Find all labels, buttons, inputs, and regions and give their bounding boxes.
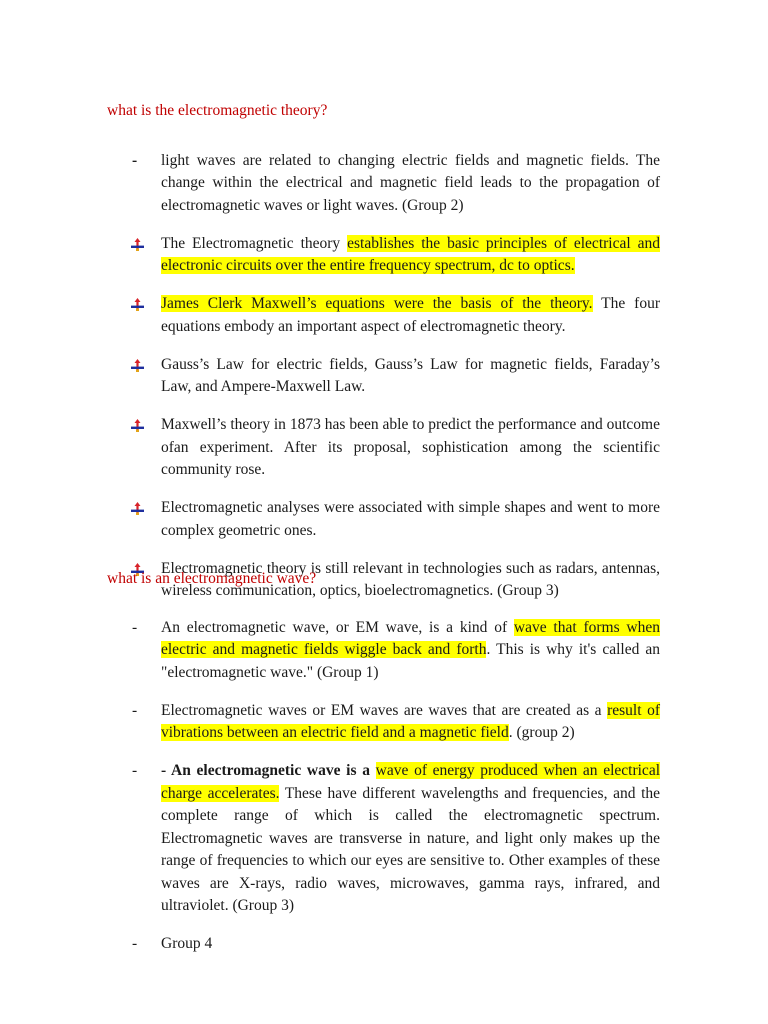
dash-bullet: -	[132, 762, 138, 779]
text-run: light waves are related to changing electric fields and magnetic fields. The change within the electrical and magnetic field leads to the propagation of electromagnetic waves or light waves. (Group 2)	[161, 151, 660, 214]
section-heading-wave: what is an electromagnetic wave?	[107, 570, 317, 587]
list-item-text	[161, 293, 660, 338]
highlighted-text: establishes the basic principles of electrical and	[347, 234, 660, 252]
list-item	[0, 760, 768, 918]
arrow-bullet-icon	[130, 359, 145, 372]
theory-list	[0, 134, 768, 618]
list-item-text	[161, 700, 660, 745]
list-item	[0, 354, 768, 399]
arrow-bullet-icon	[130, 298, 145, 311]
highlighted-text: result of vibrations between an electric field and a magnetic field	[161, 701, 660, 741]
text-run: Electromagnetic theory is still relevant in technologies such as radars, antennas, wireless communication, optics, bioelectromagnetics. (Group 3)	[161, 559, 660, 599]
list-item-text	[161, 497, 660, 542]
list-item	[0, 293, 768, 338]
list-item-text	[161, 233, 660, 278]
list-item	[0, 414, 768, 482]
highlighted-text: James Clerk Maxwell’s equations were the basis of the theory.	[161, 295, 593, 312]
arrow-bullet-icon	[130, 419, 145, 432]
text-run: These have different wavelengths and frequencies, and the complete range of which is called the electromagnetic spectrum. Electromagnetic waves are transverse in nature, and light only makes up the range of frequencies to which our eyes are sensitive to. Other examples of these waves are X-rays, radio waves, microwaves, gamma rays, infrared, and ultraviolet. (Group 3)	[161, 784, 660, 914]
arrow-bullet-icon	[130, 502, 145, 515]
list-item	[0, 233, 768, 278]
text-run: - An electromagnetic wave is a	[161, 762, 376, 779]
text-run: The Electromagnetic theory	[161, 234, 348, 252]
highlighted-text: electronic circuits over the entire frequency spectrum, dc to optics.	[161, 257, 575, 274]
highlighted-text: wave of energy produced when an electrical charge accelerates.	[161, 762, 661, 802]
text-run: Group 4	[161, 935, 213, 952]
dash-bullet: -	[132, 935, 138, 952]
list-item	[0, 933, 768, 956]
text-run: Maxwell’s theory in 1873 has been able to predict the performance and outcome ofan experiment. After its proposal, sophistication among the scientific community rose.	[161, 416, 660, 478]
text-run: . (group 2)	[508, 724, 575, 741]
list-item-text	[161, 933, 660, 956]
list-item	[0, 700, 768, 745]
dash-bullet: -	[132, 618, 138, 636]
text-run: Electromagnetic analyses were associated with simple shapes and went to more complex geometric ones.	[161, 499, 660, 539]
text-run: An electromagnetic wave, or EM wave, is a kind of	[161, 618, 514, 636]
list-item-text	[161, 414, 660, 482]
highlighted-text: wave that forms when electric and magnetic fields wiggle back and forth	[161, 618, 660, 658]
arrow-bullet-icon	[130, 238, 145, 251]
text-run: Electromagnetic waves or EM waves are waves that are created as a	[161, 701, 608, 719]
list-item-text	[161, 760, 660, 918]
list-item	[0, 150, 768, 218]
wave-list	[0, 601, 768, 971]
list-item	[0, 497, 768, 542]
text-run: . This is why it's called an "electromagnetic wave." (Group 1)	[161, 641, 660, 681]
section-heading-theory: what is the electromagnetic theory?	[107, 102, 328, 119]
list-item-text	[161, 617, 660, 685]
dash-bullet: -	[132, 701, 138, 719]
list-item	[0, 617, 768, 685]
list-item-text	[161, 354, 660, 399]
list-item-text	[161, 150, 660, 218]
text-run: Gauss’s Law for electric fields, Gauss’s Law for magnetic fields, Faraday’s Law, and Ampere-Maxwell Law.	[161, 355, 660, 395]
text-run: The four equations embody an important aspect of electromagnetic theory.	[161, 295, 660, 335]
dash-bullet: -	[132, 151, 138, 169]
